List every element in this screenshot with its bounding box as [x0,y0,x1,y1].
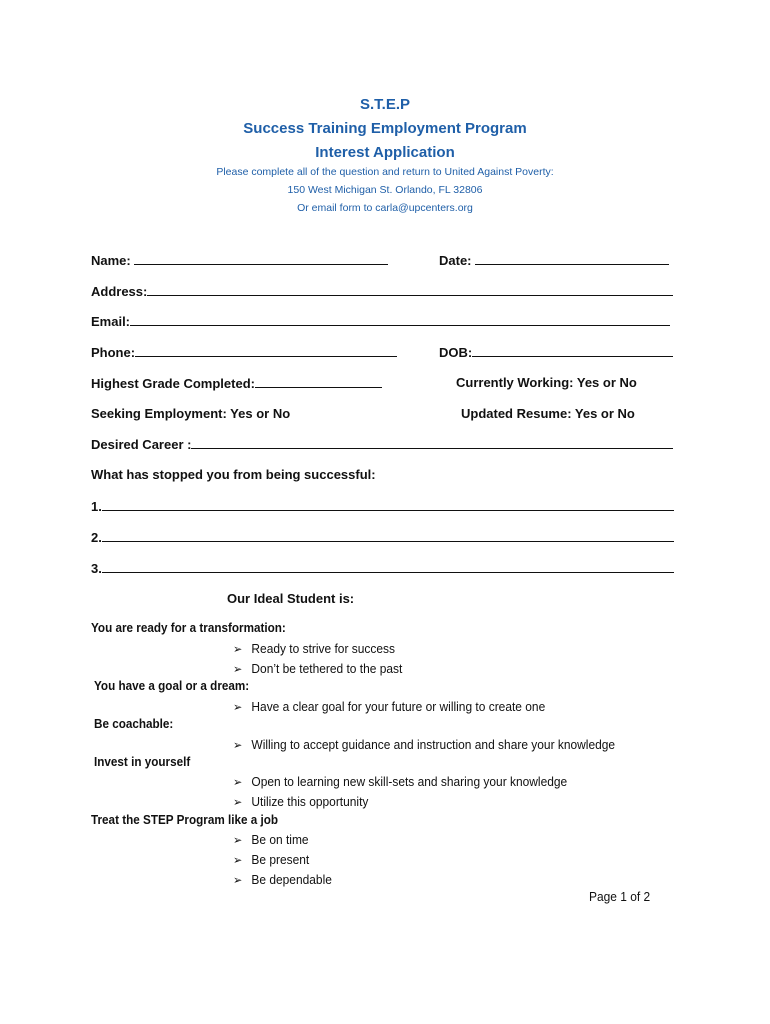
address-field [91,283,673,299]
highest-grade-field [91,375,382,391]
address-label: Address: [91,284,148,299]
name-field [91,252,388,268]
answer-3-label: 3. [91,561,102,576]
program-acronym: S.T.E.P [359,96,411,113]
list-item [233,661,402,676]
bullet-text: Be on time [251,832,309,847]
bullet-text: Willing to accept guidance and instruction and share your knowledge [251,737,616,752]
email-label: Email: [91,314,131,329]
list-item [233,794,368,809]
bullet-text: Have a clear goal for your future or willing to create one [251,699,546,714]
answer-line-2 [91,529,674,545]
bullet-text: Utilize this opportunity [251,794,369,809]
phone-blank[interactable] [135,344,397,357]
arrow-bullet-icon: ➢ [233,853,243,867]
arrow-bullet-icon: ➢ [233,738,243,752]
phone-label: Phone: [91,345,136,360]
form-title: Interest Application [315,144,455,161]
date-field [439,252,669,268]
trait-goal: You have a goal or a dream: [94,678,250,693]
answer-line-1 [91,498,674,514]
bullet-text: Be dependable [251,872,332,887]
list-item [233,641,395,656]
bullet-text: Open to learning new skill-sets and sharing your knowledge [251,774,568,789]
ideal-student-title: Our Ideal Student is: [227,591,355,606]
instructions: Please complete all of the question and return to United Against Poverty: [216,166,554,178]
phone-field [91,344,397,360]
mailing-address: 150 West Michigan St. Orlando, FL 32806 [287,184,483,196]
answer-1-label: 1. [91,499,102,514]
name-label: Name: [91,253,131,268]
address-blank[interactable] [147,283,673,296]
bullet-text: Don’t be tethered to the past [251,661,403,676]
date-label: Date: [439,253,472,268]
answer-3-blank[interactable] [102,560,674,573]
page-number: Page 1 of 2 [589,889,651,904]
highest-grade-blank[interactable] [255,375,382,388]
dob-label: DOB: [439,345,473,360]
list-item [233,737,615,752]
list-item [233,832,309,847]
list-item [233,872,332,887]
arrow-bullet-icon: ➢ [233,662,243,676]
updated-resume[interactable]: Updated Resume: Yes or No [461,406,635,421]
arrow-bullet-icon: ➢ [233,700,243,714]
highest-grade-label: Highest Grade Completed: [91,376,255,391]
arrow-bullet-icon: ➢ [233,775,243,789]
stopped-question: What has stopped you from being successful: [91,467,376,482]
list-item [233,774,567,789]
date-blank[interactable] [475,252,669,265]
bullet-text: Be present [251,852,310,867]
dob-blank[interactable] [472,344,673,357]
list-item [233,699,545,714]
trait-job: Treat the STEP Program like a job [91,812,279,827]
answer-1-blank[interactable] [102,498,674,511]
trait-coachable: Be coachable: [94,716,174,731]
answer-line-3 [91,560,674,576]
dob-field [439,344,673,360]
bullet-text: Ready to strive for success [251,641,395,656]
seeking-employment[interactable]: Seeking Employment: Yes or No [91,406,291,421]
trait-transformation: You are ready for a transformation: [91,620,286,635]
name-blank[interactable] [134,252,388,265]
desired-career-blank[interactable] [191,436,673,449]
arrow-bullet-icon: ➢ [233,833,243,847]
answer-2-blank[interactable] [102,529,674,542]
arrow-bullet-icon: ➢ [233,873,243,887]
answer-2-label: 2. [91,530,102,545]
program-name: Success Training Employment Program [243,120,527,137]
arrow-bullet-icon: ➢ [233,795,243,809]
email-instructions: Or email form to carla@upcenters.org [297,202,473,214]
trait-invest: Invest in yourself [94,754,191,769]
list-item [233,852,309,867]
currently-working[interactable]: Currently Working: Yes or No [456,375,637,390]
email-field [91,313,670,329]
arrow-bullet-icon: ➢ [233,642,243,656]
email-blank[interactable] [130,313,670,326]
desired-career-label: Desired Career : [91,437,192,452]
desired-career-field [91,436,673,452]
